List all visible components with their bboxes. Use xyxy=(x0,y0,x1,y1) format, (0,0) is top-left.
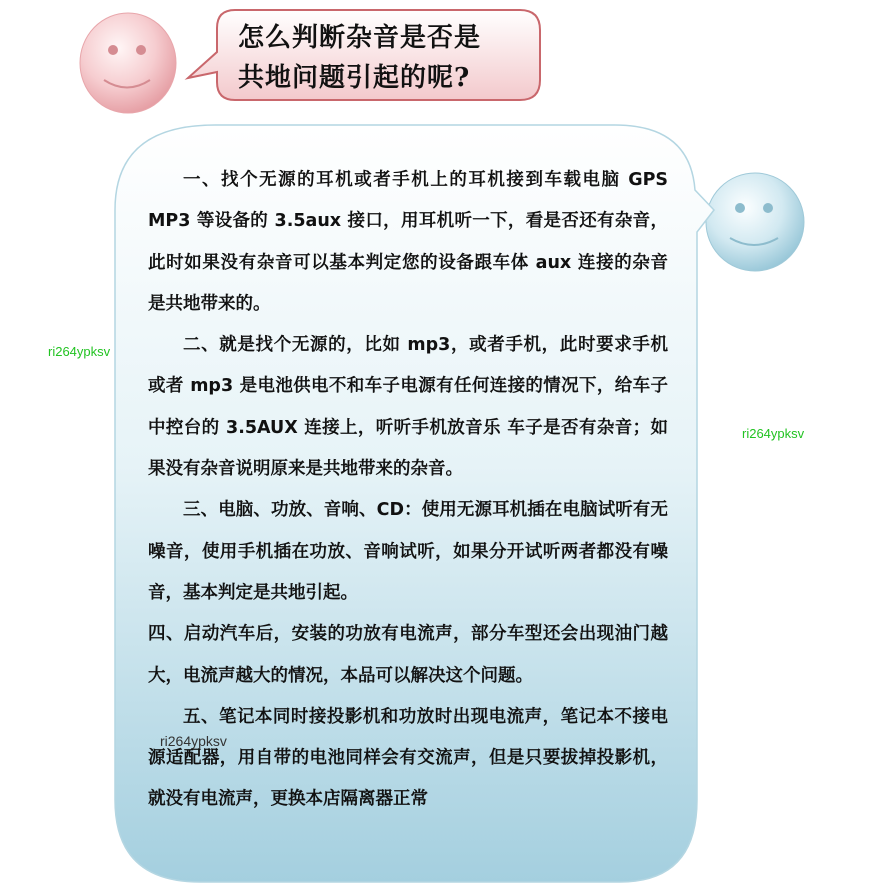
watermark-center: ri264ypksv xyxy=(160,733,227,749)
answer-content xyxy=(148,160,668,821)
question-line-1: 怎么判断杂音是否是 xyxy=(238,23,482,53)
question-line-2: 共地问题引起的呢? xyxy=(238,63,471,93)
pink-smiley-icon xyxy=(80,13,176,113)
question-text xyxy=(238,18,538,98)
paragraph-5: 五、笔记本同时接投影机和功放时出现电流声，笔记本不接电源适配器，用自带的电池同样会有交流声，但是只要拔掉投影机，就没有电流声，更换本店隔离器正常 xyxy=(148,706,668,810)
paragraph-2: 二、就是找个无源的，比如 mp3，或者手机，此时要求手机或者 mp3 是电池供电不和车子电源有任何连接的情况下，给车子中控台的 3.5AUX 连接上，听听手机放音乐 车子是否有杂音；如果没有杂音说明原来是共地带来的杂音。 xyxy=(148,335,668,480)
watermark-left: ri264ypksv xyxy=(48,344,111,359)
paragraph-4: 四、启动汽车后，安装的功放有电流声，部分车型还会出现油门越大，电流声越大的情况，本品可以解决这个问题。 xyxy=(148,624,668,686)
blue-smiley-icon xyxy=(706,173,804,271)
watermark-right: ri264ypksv xyxy=(742,426,805,441)
paragraph-1: 一、找个无源的耳机或者手机上的耳机接到车载电脑 GPS MP3 等设备的 3.5aux 接口，用耳机听一下，看是否还有杂音，此时如果没有杂音可以基本判定您的设备跟车体 aux 连接的杂音是共地带来的。 xyxy=(148,170,668,314)
paragraph-3: 三、电脑、功放、音响、CD：使用无源耳机插在电脑试听有无噪音，使用手机插在功放、音响试听，如果分开试听两者都没有噪音，基本判定是共地引起。 xyxy=(148,500,668,603)
